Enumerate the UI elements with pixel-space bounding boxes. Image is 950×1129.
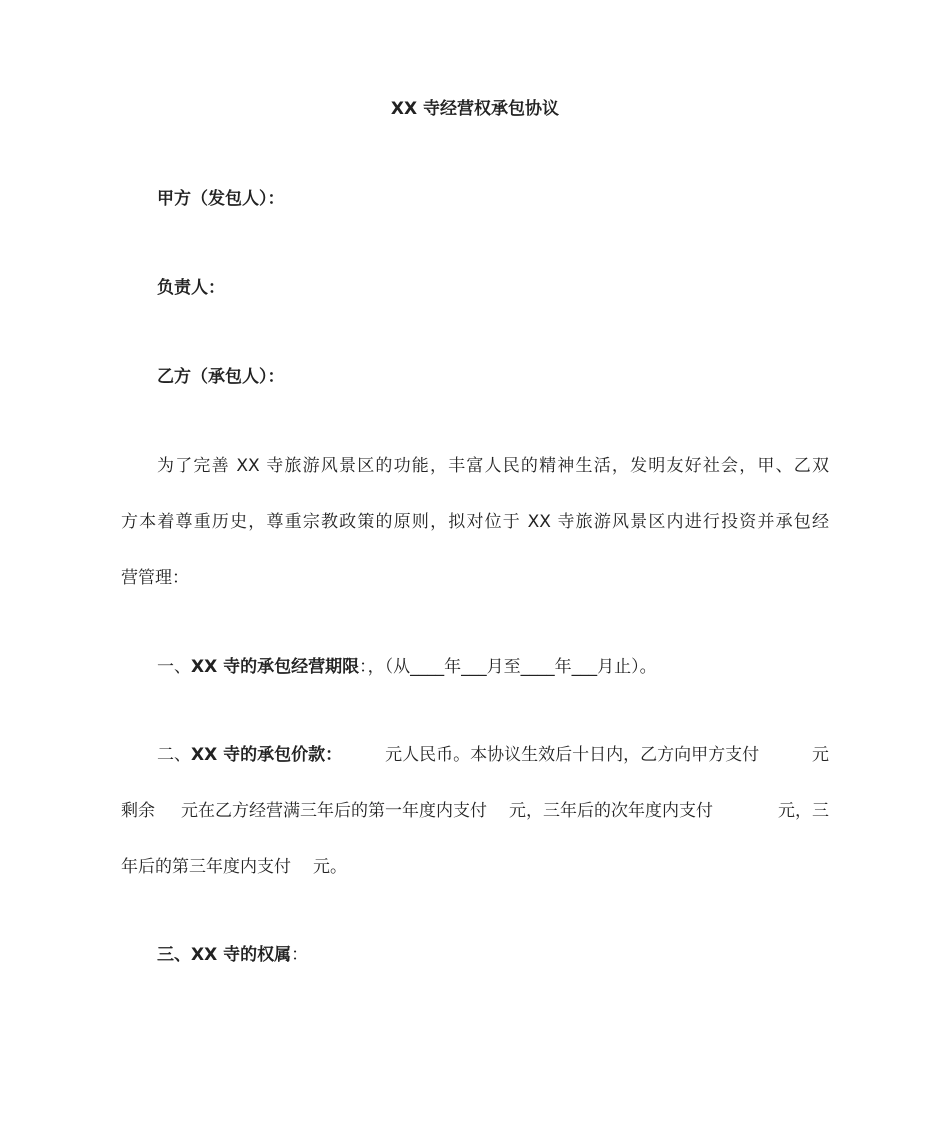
section-2-number: 二、 bbox=[157, 745, 191, 765]
section-2-line-3-a: 年后的第三年度内支付 bbox=[121, 857, 291, 877]
party-b-label: 乙方（承包人）： bbox=[157, 367, 285, 387]
party-a-label: 甲方（发包人）： bbox=[157, 189, 285, 209]
section-2-line-3-b: 元。 bbox=[313, 857, 347, 877]
section-3-heading: XX 寺的权属 bbox=[191, 945, 292, 965]
section-2-line-2-b: 元在乙方经营满三年后的第一年度内支付 bbox=[181, 801, 487, 821]
section-1-heading: XX 寺的承包经营期限 bbox=[191, 657, 360, 677]
section-2-line-3 bbox=[121, 855, 347, 879]
section-1-body: ：，（从____年___月至____年___月止）。 bbox=[359, 657, 657, 677]
preamble-line-2: 方本着尊重历史，尊重宗教政策的原则，拟对位于 XX 寺旅游风景区内进行投资并承包经 bbox=[121, 512, 829, 532]
preamble-line-3: 营管理： bbox=[121, 568, 189, 588]
section-2-line-1-end: 元 bbox=[812, 745, 829, 765]
section-1-number: 一、 bbox=[157, 657, 191, 677]
section-2-heading: XX 寺的承包价款： bbox=[191, 745, 343, 765]
responsible-person-label: 负责人： bbox=[157, 278, 225, 298]
section-2-line-1-body: 元人民币。本协议生效后十日内，乙方向甲方支付 bbox=[385, 745, 760, 765]
section-2-line-2-d: 元，三 bbox=[778, 801, 829, 821]
document-title: XX 寺经营权承包协议 bbox=[390, 99, 560, 119]
section-2-line-1 bbox=[157, 743, 829, 767]
preamble-line-1: 为了完善 XX 寺旅游风景区的功能，丰富人民的精神生活，发明友好社会，甲、乙双 bbox=[157, 456, 829, 476]
section-2-line-2 bbox=[121, 799, 829, 823]
section-2-line-2-a: 剩余 bbox=[121, 801, 155, 821]
section-2-line-2-c: 元，三年后的次年度内支付 bbox=[509, 801, 713, 821]
section-3-number: 三、 bbox=[157, 945, 191, 965]
section-1 bbox=[157, 655, 657, 679]
section-3-body: ： bbox=[291, 945, 309, 965]
section-3 bbox=[157, 943, 308, 967]
